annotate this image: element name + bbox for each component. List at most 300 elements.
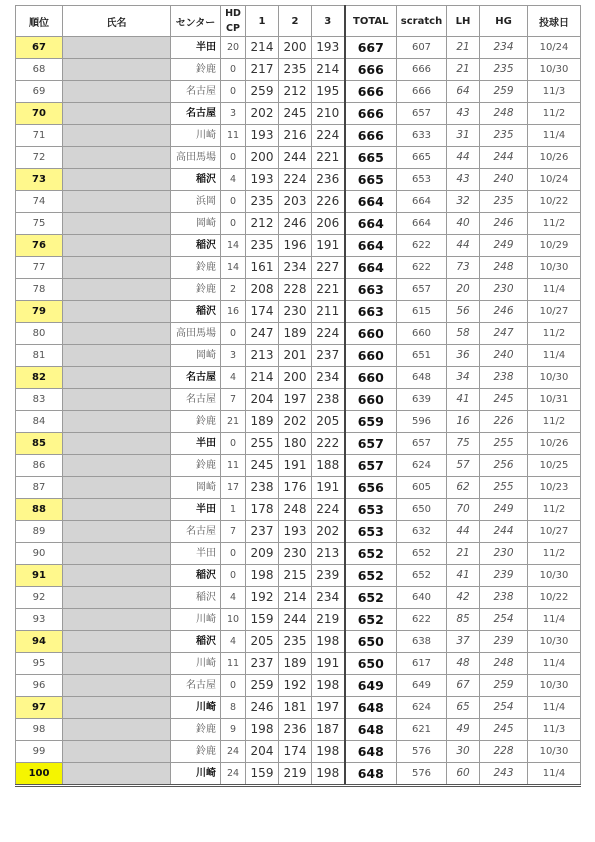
game-1-cell: 205 xyxy=(246,631,279,653)
game-1-cell: 209 xyxy=(246,543,279,565)
rank-cell: 97 xyxy=(16,697,63,719)
rank-cell: 79 xyxy=(16,301,63,323)
hdcp-cell: 24 xyxy=(221,741,246,763)
game-3-cell: 187 xyxy=(312,719,345,741)
header-name: 氏名 xyxy=(63,6,171,37)
hdcp-cell: 0 xyxy=(221,565,246,587)
lh-cell: 16 xyxy=(447,411,480,433)
table-row xyxy=(16,213,581,235)
hg-cell: 239 xyxy=(480,565,528,587)
table-row xyxy=(16,367,581,389)
header-game-1: 1 xyxy=(246,6,279,37)
game-3-cell: 191 xyxy=(312,235,345,257)
game-3-cell: 195 xyxy=(312,81,345,103)
hdcp-cell: 0 xyxy=(221,543,246,565)
rank-cell: 74 xyxy=(16,191,63,213)
hdcp-cell: 11 xyxy=(221,455,246,477)
total-cell: 664 xyxy=(345,235,397,257)
lh-cell: 31 xyxy=(447,125,480,147)
total-cell: 659 xyxy=(345,411,397,433)
lh-cell: 43 xyxy=(447,103,480,125)
game-3-cell: 191 xyxy=(312,477,345,499)
scratch-cell: 664 xyxy=(397,213,447,235)
game-3-cell: 205 xyxy=(312,411,345,433)
hdcp-cell: 11 xyxy=(221,125,246,147)
date-cell: 11/4 xyxy=(528,697,581,719)
scratch-cell: 640 xyxy=(397,587,447,609)
name-cell xyxy=(63,521,171,543)
date-cell: 10/30 xyxy=(528,631,581,653)
hdcp-cell: 0 xyxy=(221,147,246,169)
lh-cell: 32 xyxy=(447,191,480,213)
rank-cell: 68 xyxy=(16,59,63,81)
hdcp-cell: 7 xyxy=(221,389,246,411)
name-cell xyxy=(63,367,171,389)
center-cell: 名古屋 xyxy=(171,367,221,389)
game-2-cell: 224 xyxy=(279,169,312,191)
game-3-cell: 188 xyxy=(312,455,345,477)
total-cell: 657 xyxy=(345,455,397,477)
rank-cell: 80 xyxy=(16,323,63,345)
center-cell: 半田 xyxy=(171,543,221,565)
game-2-cell: 234 xyxy=(279,257,312,279)
scratch-cell: 624 xyxy=(397,697,447,719)
hg-cell: 228 xyxy=(480,741,528,763)
header-hdcp-line2: CP xyxy=(226,23,240,34)
table-row xyxy=(16,741,581,763)
game-2-cell: 191 xyxy=(279,455,312,477)
table-row xyxy=(16,719,581,741)
game-1-cell: 198 xyxy=(246,719,279,741)
game-2-cell: 192 xyxy=(279,675,312,697)
name-cell xyxy=(63,411,171,433)
game-1-cell: 192 xyxy=(246,587,279,609)
hdcp-cell: 4 xyxy=(221,169,246,191)
date-cell: 10/24 xyxy=(528,169,581,191)
hg-cell: 230 xyxy=(480,543,528,565)
center-cell: 稲沢 xyxy=(171,235,221,257)
date-cell: 11/4 xyxy=(528,125,581,147)
game-1-cell: 247 xyxy=(246,323,279,345)
hg-cell: 254 xyxy=(480,609,528,631)
game-3-cell: 236 xyxy=(312,169,345,191)
hg-cell: 235 xyxy=(480,59,528,81)
total-cell: 667 xyxy=(345,37,397,59)
game-2-cell: 189 xyxy=(279,653,312,675)
lh-cell: 70 xyxy=(447,499,480,521)
lh-cell: 34 xyxy=(447,367,480,389)
scratch-cell: 605 xyxy=(397,477,447,499)
game-3-cell: 197 xyxy=(312,697,345,719)
date-cell: 10/30 xyxy=(528,367,581,389)
table-row xyxy=(16,103,581,125)
center-cell: 川崎 xyxy=(171,697,221,719)
scratch-cell: 621 xyxy=(397,719,447,741)
name-cell xyxy=(63,125,171,147)
name-cell xyxy=(63,455,171,477)
table-row xyxy=(16,301,581,323)
hg-cell: 244 xyxy=(480,147,528,169)
lh-cell: 64 xyxy=(447,81,480,103)
hdcp-cell: 0 xyxy=(221,433,246,455)
game-3-cell: 234 xyxy=(312,367,345,389)
scratch-cell: 660 xyxy=(397,323,447,345)
game-2-cell: 235 xyxy=(279,631,312,653)
center-cell: 鈴鹿 xyxy=(171,257,221,279)
total-cell: 660 xyxy=(345,323,397,345)
total-cell: 660 xyxy=(345,389,397,411)
game-1-cell: 200 xyxy=(246,147,279,169)
center-cell: 鈴鹿 xyxy=(171,279,221,301)
center-cell: 名古屋 xyxy=(171,81,221,103)
game-2-cell: 200 xyxy=(279,37,312,59)
game-1-cell: 245 xyxy=(246,455,279,477)
scratch-cell: 666 xyxy=(397,81,447,103)
table-row xyxy=(16,499,581,521)
date-cell: 10/22 xyxy=(528,191,581,213)
name-cell xyxy=(63,279,171,301)
hg-cell: 226 xyxy=(480,411,528,433)
rank-cell: 67 xyxy=(16,37,63,59)
game-1-cell: 213 xyxy=(246,345,279,367)
ranking-body xyxy=(16,37,581,786)
table-row xyxy=(16,433,581,455)
hdcp-cell: 0 xyxy=(221,59,246,81)
name-cell xyxy=(63,59,171,81)
total-cell: 663 xyxy=(345,301,397,323)
game-2-cell: 219 xyxy=(279,763,312,786)
scratch-cell: 639 xyxy=(397,389,447,411)
hdcp-cell: 20 xyxy=(221,37,246,59)
table-row xyxy=(16,521,581,543)
game-3-cell: 202 xyxy=(312,521,345,543)
table-row xyxy=(16,609,581,631)
lh-cell: 48 xyxy=(447,653,480,675)
hg-cell: 254 xyxy=(480,697,528,719)
rank-cell: 92 xyxy=(16,587,63,609)
lh-cell: 21 xyxy=(447,543,480,565)
hg-cell: 235 xyxy=(480,125,528,147)
header-row xyxy=(16,6,581,37)
table-row xyxy=(16,81,581,103)
table-row xyxy=(16,169,581,191)
game-3-cell: 198 xyxy=(312,631,345,653)
scratch-cell: 657 xyxy=(397,103,447,125)
game-1-cell: 208 xyxy=(246,279,279,301)
game-1-cell: 237 xyxy=(246,521,279,543)
total-cell: 650 xyxy=(345,653,397,675)
date-cell: 11/3 xyxy=(528,81,581,103)
game-3-cell: 198 xyxy=(312,741,345,763)
game-2-cell: 203 xyxy=(279,191,312,213)
scratch-cell: 665 xyxy=(397,147,447,169)
name-cell xyxy=(63,609,171,631)
hdcp-cell: 11 xyxy=(221,653,246,675)
center-cell: 半田 xyxy=(171,433,221,455)
header-hdcp-line1: HD xyxy=(225,8,241,19)
game-3-cell: 224 xyxy=(312,125,345,147)
game-2-cell: 189 xyxy=(279,323,312,345)
hg-cell: 259 xyxy=(480,81,528,103)
rank-cell: 96 xyxy=(16,675,63,697)
date-cell: 11/4 xyxy=(528,653,581,675)
header-rank: 順位 xyxy=(16,6,63,37)
center-cell: 川崎 xyxy=(171,653,221,675)
hg-cell: 246 xyxy=(480,301,528,323)
total-cell: 650 xyxy=(345,631,397,653)
game-3-cell: 237 xyxy=(312,345,345,367)
date-cell: 11/2 xyxy=(528,213,581,235)
game-1-cell: 161 xyxy=(246,257,279,279)
scratch-cell: 622 xyxy=(397,609,447,631)
hg-cell: 249 xyxy=(480,235,528,257)
center-cell: 川崎 xyxy=(171,609,221,631)
table-row xyxy=(16,587,581,609)
total-cell: 648 xyxy=(345,763,397,786)
scratch-cell: 607 xyxy=(397,37,447,59)
table-row xyxy=(16,477,581,499)
rank-cell: 76 xyxy=(16,235,63,257)
lh-cell: 62 xyxy=(447,477,480,499)
hg-cell: 234 xyxy=(480,37,528,59)
rank-cell: 84 xyxy=(16,411,63,433)
total-cell: 648 xyxy=(345,697,397,719)
lh-cell: 75 xyxy=(447,433,480,455)
header-date: 投球日 xyxy=(528,6,581,37)
date-cell: 10/30 xyxy=(528,565,581,587)
center-cell: 鈴鹿 xyxy=(171,455,221,477)
game-1-cell: 214 xyxy=(246,37,279,59)
date-cell: 10/24 xyxy=(528,37,581,59)
name-cell xyxy=(63,587,171,609)
center-cell: 鈴鹿 xyxy=(171,411,221,433)
table-row xyxy=(16,257,581,279)
game-1-cell: 235 xyxy=(246,191,279,213)
game-1-cell: 259 xyxy=(246,81,279,103)
game-3-cell: 206 xyxy=(312,213,345,235)
center-cell: 川崎 xyxy=(171,763,221,786)
lh-cell: 65 xyxy=(447,697,480,719)
game-1-cell: 204 xyxy=(246,741,279,763)
lh-cell: 60 xyxy=(447,763,480,786)
game-3-cell: 238 xyxy=(312,389,345,411)
name-cell xyxy=(63,543,171,565)
lh-cell: 73 xyxy=(447,257,480,279)
game-1-cell: 238 xyxy=(246,477,279,499)
header-lh: LH xyxy=(447,6,480,37)
game-2-cell: 181 xyxy=(279,697,312,719)
hdcp-cell: 9 xyxy=(221,719,246,741)
game-2-cell: 180 xyxy=(279,433,312,455)
lh-cell: 56 xyxy=(447,301,480,323)
game-3-cell: 227 xyxy=(312,257,345,279)
date-cell: 10/27 xyxy=(528,301,581,323)
date-cell: 10/30 xyxy=(528,257,581,279)
game-1-cell: 202 xyxy=(246,103,279,125)
center-cell: 高田馬場 xyxy=(171,147,221,169)
scratch-cell: 632 xyxy=(397,521,447,543)
hg-cell: 245 xyxy=(480,719,528,741)
game-2-cell: 230 xyxy=(279,301,312,323)
lh-cell: 36 xyxy=(447,345,480,367)
total-cell: 652 xyxy=(345,609,397,631)
date-cell: 11/4 xyxy=(528,279,581,301)
rank-cell: 70 xyxy=(16,103,63,125)
game-3-cell: 213 xyxy=(312,543,345,565)
hg-cell: 248 xyxy=(480,103,528,125)
hg-cell: 238 xyxy=(480,367,528,389)
game-1-cell: 178 xyxy=(246,499,279,521)
total-cell: 648 xyxy=(345,719,397,741)
total-cell: 665 xyxy=(345,169,397,191)
table-row xyxy=(16,147,581,169)
total-cell: 666 xyxy=(345,125,397,147)
game-2-cell: 230 xyxy=(279,543,312,565)
lh-cell: 40 xyxy=(447,213,480,235)
table-row xyxy=(16,631,581,653)
date-cell: 10/26 xyxy=(528,147,581,169)
hg-cell: 235 xyxy=(480,191,528,213)
table-row xyxy=(16,763,581,786)
game-2-cell: 246 xyxy=(279,213,312,235)
date-cell: 10/25 xyxy=(528,455,581,477)
game-3-cell: 224 xyxy=(312,323,345,345)
hg-cell: 238 xyxy=(480,587,528,609)
lh-cell: 85 xyxy=(447,609,480,631)
hg-cell: 244 xyxy=(480,521,528,543)
date-cell: 11/3 xyxy=(528,719,581,741)
center-cell: 半田 xyxy=(171,37,221,59)
scratch-cell: 615 xyxy=(397,301,447,323)
scratch-cell: 649 xyxy=(397,675,447,697)
hdcp-cell: 4 xyxy=(221,367,246,389)
rank-cell: 69 xyxy=(16,81,63,103)
rank-cell: 82 xyxy=(16,367,63,389)
hdcp-cell: 0 xyxy=(221,323,246,345)
name-cell xyxy=(63,565,171,587)
total-cell: 664 xyxy=(345,191,397,213)
name-cell xyxy=(63,147,171,169)
center-cell: 稲沢 xyxy=(171,301,221,323)
date-cell: 10/31 xyxy=(528,389,581,411)
game-3-cell: 221 xyxy=(312,147,345,169)
center-cell: 稲沢 xyxy=(171,169,221,191)
table-row xyxy=(16,279,581,301)
center-cell: 名古屋 xyxy=(171,103,221,125)
rank-cell: 87 xyxy=(16,477,63,499)
lh-cell: 20 xyxy=(447,279,480,301)
name-cell xyxy=(63,257,171,279)
hg-cell: 255 xyxy=(480,477,528,499)
name-cell xyxy=(63,763,171,786)
center-cell: 稲沢 xyxy=(171,587,221,609)
header-hdcp xyxy=(221,6,246,37)
game-2-cell: 197 xyxy=(279,389,312,411)
game-3-cell: 193 xyxy=(312,37,345,59)
rank-cell: 93 xyxy=(16,609,63,631)
scratch-cell: 596 xyxy=(397,411,447,433)
name-cell xyxy=(63,81,171,103)
game-2-cell: 235 xyxy=(279,59,312,81)
game-1-cell: 198 xyxy=(246,565,279,587)
header-center: センター xyxy=(171,6,221,37)
hdcp-cell: 14 xyxy=(221,235,246,257)
game-3-cell: 210 xyxy=(312,103,345,125)
hg-cell: 247 xyxy=(480,323,528,345)
game-1-cell: 214 xyxy=(246,367,279,389)
game-2-cell: 212 xyxy=(279,81,312,103)
game-3-cell: 226 xyxy=(312,191,345,213)
rank-cell: 88 xyxy=(16,499,63,521)
name-cell xyxy=(63,301,171,323)
game-2-cell: 176 xyxy=(279,477,312,499)
date-cell: 11/4 xyxy=(528,345,581,367)
center-cell: 鈴鹿 xyxy=(171,719,221,741)
lh-cell: 44 xyxy=(447,521,480,543)
scratch-cell: 624 xyxy=(397,455,447,477)
lh-cell: 49 xyxy=(447,719,480,741)
hdcp-cell: 4 xyxy=(221,587,246,609)
center-cell: 鈴鹿 xyxy=(171,741,221,763)
table-row xyxy=(16,543,581,565)
total-cell: 666 xyxy=(345,103,397,125)
game-3-cell: 198 xyxy=(312,763,345,786)
game-3-cell: 198 xyxy=(312,675,345,697)
lh-cell: 44 xyxy=(447,147,480,169)
hdcp-cell: 10 xyxy=(221,609,246,631)
header-total: TOTAL xyxy=(345,6,397,37)
total-cell: 660 xyxy=(345,367,397,389)
total-cell: 656 xyxy=(345,477,397,499)
rank-cell: 85 xyxy=(16,433,63,455)
rank-cell: 99 xyxy=(16,741,63,763)
scratch-cell: 650 xyxy=(397,499,447,521)
game-1-cell: 193 xyxy=(246,169,279,191)
rank-cell: 72 xyxy=(16,147,63,169)
date-cell: 11/2 xyxy=(528,103,581,125)
rank-cell: 77 xyxy=(16,257,63,279)
date-cell: 10/23 xyxy=(528,477,581,499)
game-3-cell: 191 xyxy=(312,653,345,675)
game-1-cell: 255 xyxy=(246,433,279,455)
rank-cell: 98 xyxy=(16,719,63,741)
date-cell: 11/2 xyxy=(528,543,581,565)
lh-cell: 21 xyxy=(447,59,480,81)
table-row xyxy=(16,191,581,213)
hdcp-cell: 3 xyxy=(221,103,246,125)
name-cell xyxy=(63,345,171,367)
scratch-cell: 657 xyxy=(397,279,447,301)
hdcp-cell: 4 xyxy=(221,631,246,653)
scratch-cell: 664 xyxy=(397,191,447,213)
hdcp-cell: 1 xyxy=(221,499,246,521)
game-2-cell: 215 xyxy=(279,565,312,587)
name-cell xyxy=(63,213,171,235)
date-cell: 11/4 xyxy=(528,763,581,786)
total-cell: 652 xyxy=(345,543,397,565)
scratch-cell: 576 xyxy=(397,741,447,763)
game-1-cell: 204 xyxy=(246,389,279,411)
total-cell: 664 xyxy=(345,213,397,235)
total-cell: 665 xyxy=(345,147,397,169)
name-cell xyxy=(63,37,171,59)
hg-cell: 259 xyxy=(480,675,528,697)
name-cell xyxy=(63,697,171,719)
hdcp-cell: 0 xyxy=(221,81,246,103)
date-cell: 11/2 xyxy=(528,499,581,521)
table-row xyxy=(16,125,581,147)
game-2-cell: 214 xyxy=(279,587,312,609)
